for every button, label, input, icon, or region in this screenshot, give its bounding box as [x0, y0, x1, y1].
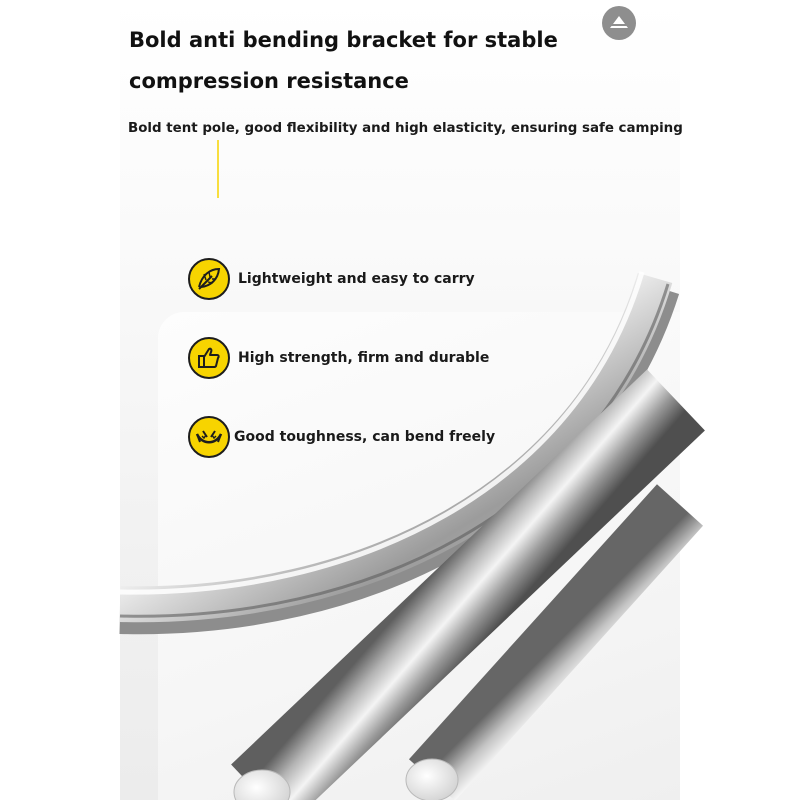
- feature-strength: [188, 337, 489, 379]
- feature-label: Lightweight and easy to carry: [238, 271, 475, 287]
- rod-small-end-cap: [406, 759, 458, 800]
- tent-logo-icon: [602, 6, 636, 40]
- feature-lightweight: [188, 258, 475, 300]
- feather-icon: [188, 258, 230, 300]
- feature-toughness: [188, 416, 495, 458]
- page-title: Bold anti bending bracket for stable compression resistance: [129, 28, 558, 93]
- bend-icon: [188, 416, 230, 458]
- thumbs-up-icon: [188, 337, 230, 379]
- feature-label: High strength, firm and durable: [238, 350, 490, 366]
- page-subtitle: Bold tent pole, good flexibility and high elasticity, ensuring safe camping: [128, 121, 683, 136]
- feature-label: Good toughness, can bend freely: [234, 429, 496, 445]
